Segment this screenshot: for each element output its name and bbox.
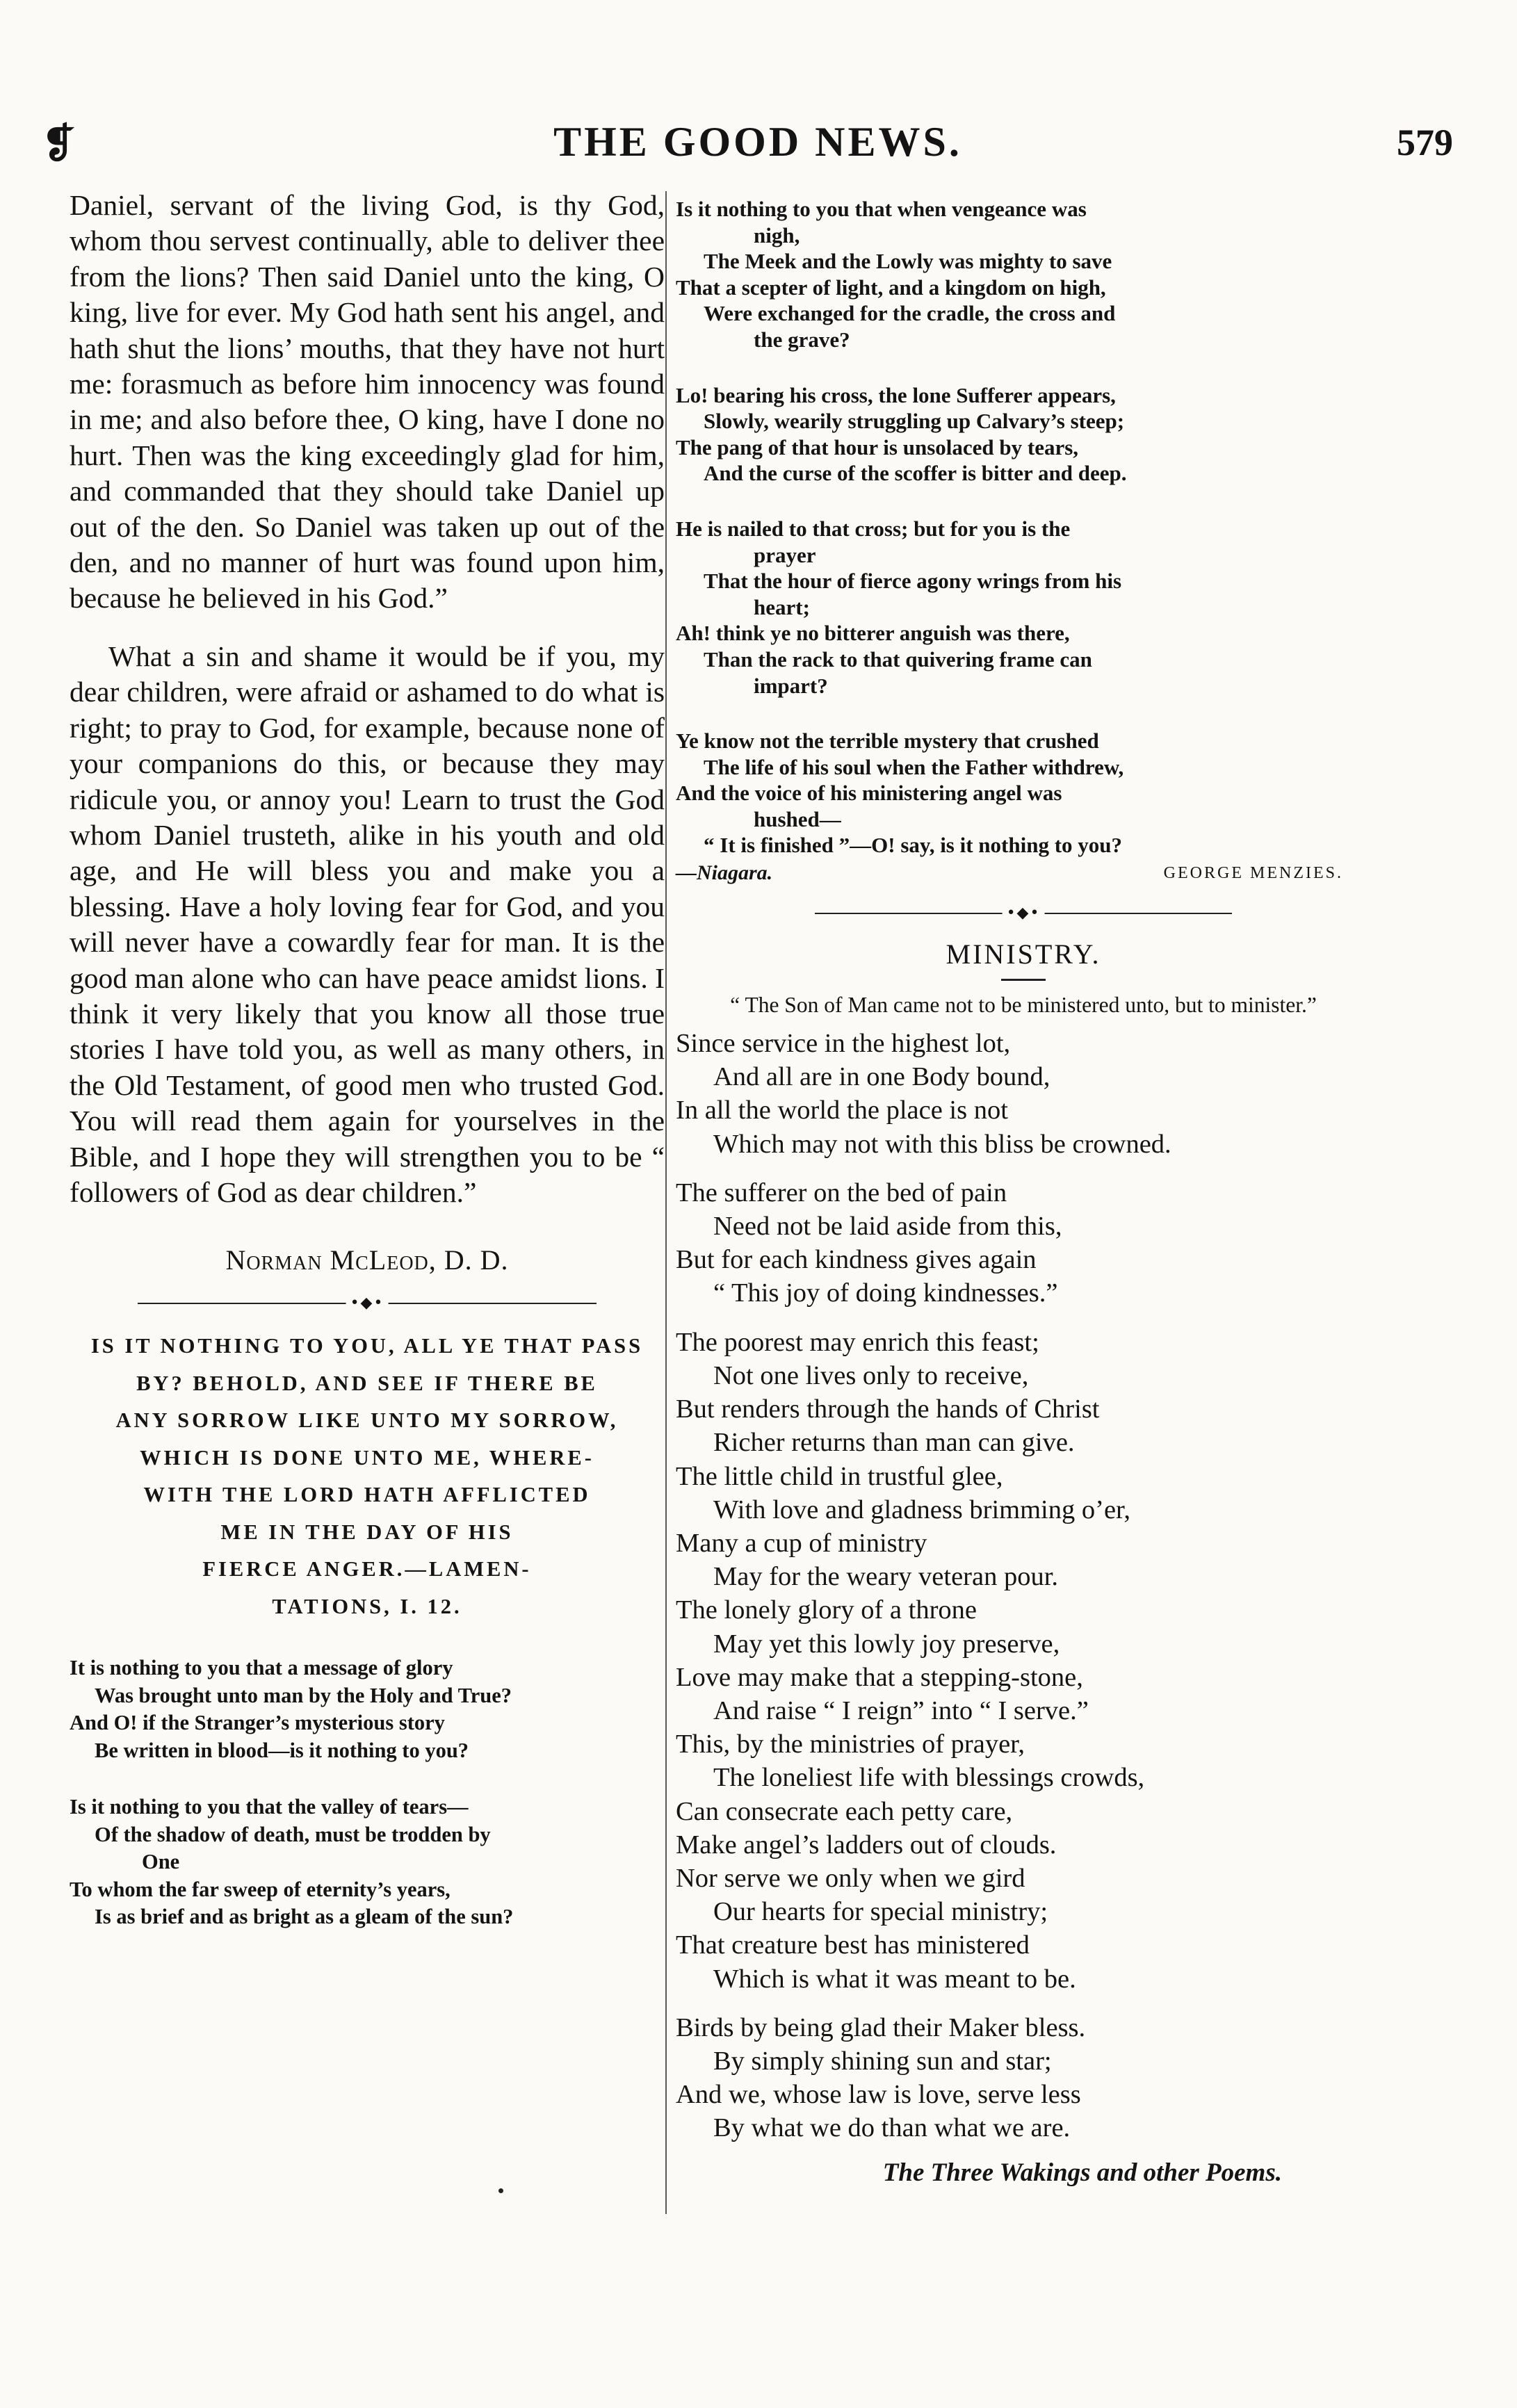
verse-line: Is as brief and as bright as a gleam of the sun? bbox=[95, 1905, 514, 1929]
ministry-poem bbox=[676, 1027, 1371, 2145]
headline-line: IS IT NOTHING TO YOU, ALL YE THAT PASS bbox=[90, 1334, 644, 1358]
verse-line: He is nailed to that cross; but for you is the bbox=[676, 516, 1071, 541]
verse-line: Nor serve we only when we gird bbox=[676, 1863, 1025, 1893]
poem-stanza bbox=[70, 1654, 665, 1764]
verse-line: The loneliest life with blessings crowds, bbox=[713, 1763, 1145, 1793]
verse-line: And all are in one Body bound, bbox=[713, 1062, 1050, 1092]
verse-line: heart; bbox=[754, 594, 810, 619]
divider-ornament: •◆• bbox=[346, 1293, 389, 1314]
page-number: 579 bbox=[1397, 122, 1453, 163]
verse-line: Can consecrate each petty care, bbox=[676, 1796, 1013, 1826]
verse-line: the grave? bbox=[754, 327, 850, 352]
verse-line: The poorest may enrich this feast; bbox=[676, 1327, 1039, 1357]
verse-line: The sufferer on the bed of pain bbox=[676, 1178, 1007, 1207]
verse-line: The Meek and the Lowly was mighty to save bbox=[704, 249, 1112, 274]
divider-ornament: •◆• bbox=[1003, 903, 1045, 924]
column-rule bbox=[665, 191, 667, 2214]
verse-line: Richer returns than man can give. bbox=[713, 1428, 1075, 1458]
story-paragraph: What a sin and shame it would be if you, my dear children, were afraid or ashamed to do what is right; to pray to God, for example, because none of your companions do this, or because they may ridicule you, or annoy you! Learn to trust the God whom Daniel trusteth, alike in his youth and old age, and He will bless you and make you a blessing. Have a holy loving fear for God, and you will never have a cowardly fear for man. It is the good man alone who can have peace amidst lions. I think it very likely that you know all those true stories I have told you, as well as many others, in the Old Testament, of good men who trusted God. You will read them again for yourselves in the Bible, and I hope they will strengthen you to be “ followers of God as dear children.” bbox=[70, 640, 665, 1208]
signature-author: GEORGE MENZIES. bbox=[1163, 864, 1343, 883]
section-title: MINISTRY. bbox=[946, 938, 1101, 970]
verse-line: Be written in blood—is it nothing to you? bbox=[95, 1738, 469, 1762]
poem-headline bbox=[70, 1328, 665, 1625]
verse-line: Of the shadow of death, must be trodden by bbox=[95, 1822, 491, 1846]
verse-line: “ It is finished ”—O! say, is it nothing to you? bbox=[704, 833, 1123, 858]
verse-line: Birds by being glad their Maker bless. bbox=[676, 2012, 1086, 2042]
byline: Norman McLeod, D. D. bbox=[225, 1244, 509, 1276]
verse-line: impart? bbox=[754, 673, 828, 698]
poem-stanza bbox=[676, 2011, 1371, 2145]
poem-stanza bbox=[676, 1027, 1371, 1161]
headline-line: WHICH IS DONE UNTO ME, WHERE- bbox=[140, 1445, 594, 1470]
title-rule bbox=[1001, 979, 1046, 981]
poem-stanza bbox=[676, 1176, 1371, 1310]
poem-stanza bbox=[676, 516, 1371, 699]
verse-line: Ye know not the terrible mystery that crushed bbox=[676, 729, 1099, 754]
verse-line: And O! if the Stranger’s mysterious story bbox=[70, 1711, 445, 1735]
epigraph: “ The Son of Man came not to be ministered unto, but to minister.” bbox=[730, 993, 1317, 1018]
verse-line: The lonely glory of a throne bbox=[676, 1595, 977, 1625]
verse-line: Lo! bearing his cross, the lone Sufferer appears, bbox=[676, 382, 1116, 407]
verse-line: Make angel’s ladders out of clouds. bbox=[676, 1830, 1057, 1860]
verse-line: By what we do than what we are. bbox=[713, 2113, 1071, 2143]
verse-line: That creature best has ministered bbox=[676, 1930, 1030, 1960]
verse-line: With love and gladness brimming o’er, bbox=[713, 1495, 1130, 1524]
verse-line: “ This joy of doing kindnesses.” bbox=[713, 1278, 1058, 1308]
verse-line: Was brought unto man by the Holy and True? bbox=[95, 1683, 512, 1707]
verse-line: And the voice of his ministering angel was bbox=[676, 781, 1062, 806]
verse-line: To whom the far sweep of eternity’s years, bbox=[70, 1877, 451, 1901]
verse-line: May yet this lowly joy preserve, bbox=[713, 1629, 1060, 1659]
paragraph-mark: ❡ bbox=[42, 120, 76, 167]
signature-place: —Niagara. bbox=[676, 861, 773, 885]
poem-source: The Three Wakings and other Poems. bbox=[882, 2158, 1282, 2187]
running-title: THE GOOD NEWS. bbox=[553, 119, 962, 165]
bottom-dot bbox=[498, 2188, 503, 2193]
verse-line: Ah! think ye no bitterer anguish was there, bbox=[676, 621, 1070, 646]
headline-line: TATIONS, I. 12. bbox=[272, 1594, 462, 1618]
left-column bbox=[70, 188, 665, 1931]
poem-stanza bbox=[676, 382, 1371, 487]
verse-line: The life of his soul when the Father withdrew, bbox=[704, 754, 1124, 779]
headline-line: ANY SORROW LIKE UNTO MY SORROW, bbox=[115, 1408, 619, 1433]
verse-line: May for the weary veteran pour. bbox=[713, 1562, 1059, 1592]
verse-line: It is nothing to you that a message of glory bbox=[70, 1656, 453, 1680]
verse-line: One bbox=[142, 1850, 180, 1874]
verse-line: Is it nothing to you that when vengeance was bbox=[676, 197, 1087, 221]
verse-line: hushed— bbox=[754, 806, 841, 831]
right-column bbox=[676, 196, 1371, 2188]
verse-line: That the hour of fierce agony wrings from his bbox=[704, 569, 1122, 594]
verse-line: Which may not with this bliss be crowned. bbox=[713, 1129, 1171, 1159]
verse-line: That a scepter of light, and a kingdom on high, bbox=[676, 275, 1106, 300]
section-divider bbox=[138, 1293, 597, 1314]
verse-line: Our hearts for special ministry; bbox=[713, 1897, 1048, 1927]
verse-line: Many a cup of ministry bbox=[676, 1528, 927, 1558]
verse-line: Were exchanged for the cradle, the cross and bbox=[704, 301, 1116, 326]
poem-stanza bbox=[70, 1793, 665, 1931]
headline-line: ME IN THE DAY OF HIS bbox=[220, 1520, 514, 1544]
verse-line: Since service in the highest lot, bbox=[676, 1029, 1011, 1059]
poem-signature bbox=[676, 860, 1371, 886]
verse-line: But for each kindness gives again bbox=[676, 1245, 1037, 1275]
verse-line: The pang of that hour is unsolaced by tears, bbox=[676, 434, 1079, 459]
poem-stanza bbox=[676, 196, 1371, 353]
verse-line: This, by the ministries of prayer, bbox=[676, 1730, 1025, 1759]
verse-line: Not one lives only to receive, bbox=[713, 1360, 1029, 1390]
section-divider bbox=[815, 903, 1232, 924]
poem-stanza bbox=[676, 728, 1371, 859]
poem-stanza bbox=[676, 1326, 1371, 1996]
verse-line: By simply shining sun and star; bbox=[713, 2046, 1052, 2076]
verse-line: prayer bbox=[754, 542, 816, 567]
verse-line: nigh, bbox=[754, 222, 800, 247]
headline-line: WITH THE LORD HATH AFFLICTED bbox=[143, 1483, 591, 1507]
verse-line: In all the world the place is not bbox=[676, 1096, 1008, 1125]
verse-line: Is it nothing to you that the valley of tears— bbox=[70, 1795, 469, 1819]
verse-line: Than the rack to that quivering frame can bbox=[704, 646, 1092, 672]
verse-line: Which is what it was meant to be. bbox=[713, 1964, 1076, 1994]
verse-line: But renders through the hands of Christ bbox=[676, 1394, 1100, 1424]
page-header bbox=[42, 111, 1474, 174]
story-paragraph: Daniel, servant of the living God, is thy God, whom thou servest continually, able to deliver thee from the lions? Then said Daniel unto the king, O king, live for ever. My God hath sent his angel, and hath shut the lions’ mouths, that they have not hurt me: forasmuch as before him innocency was found in me; and also before thee, O king, have I done no hurt. Then was the king exceedingly glad for him, and commanded that they should take Daniel up out of the den. So Daniel was taken up out of the den, and no manner of hurt was found upon him, because he believed in his God.” bbox=[70, 189, 665, 615]
headline-line: FIERCE ANGER.—LAMEN- bbox=[202, 1557, 532, 1581]
verse-line: And raise “ I reign” into “ I serve.” bbox=[713, 1695, 1089, 1725]
verse-line: Need not be laid aside from this, bbox=[713, 1212, 1062, 1242]
headline-line: BY? BEHOLD, AND SEE IF THERE BE bbox=[136, 1371, 598, 1395]
verse-line: Love may make that a stepping-stone, bbox=[676, 1662, 1083, 1692]
verse-line: And the curse of the scoffer is bitter and deep. bbox=[704, 461, 1127, 486]
verse-line: Slowly, wearily struggling up Calvary’s steep; bbox=[704, 409, 1125, 434]
verse-line: And we, whose law is love, serve less bbox=[676, 2080, 1081, 2110]
verse-line: The little child in trustful glee, bbox=[676, 1461, 1003, 1491]
